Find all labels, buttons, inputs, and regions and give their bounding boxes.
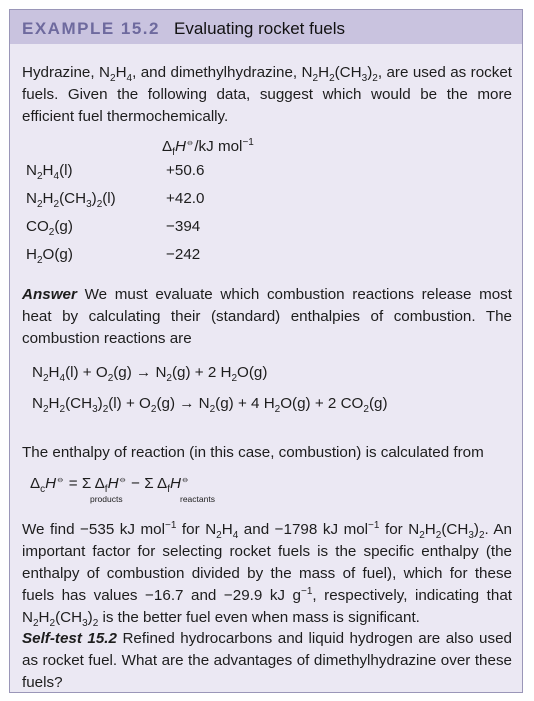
answer-paragraph	[22, 284, 512, 350]
formula-products-label: products	[90, 494, 123, 504]
enthalpy-sentence: The enthalpy of reaction (in this case, combustion) is calculated from	[22, 444, 484, 461]
table-species: $N_2H_4(l)$	[26, 162, 73, 183]
table-value: +42.0	[166, 190, 205, 207]
intro-paragraph: Hydrazine, $N_2H_4$, and dimethylhydrazine, $N_2H_2(CH_3)_2$, are used as rocket fuels. Given the following data, suggest which would be the more efficient fuel thermochemically.	[22, 64, 513, 125]
example-box	[9, 9, 523, 693]
table-species: $H_2O(g)$	[26, 246, 73, 267]
reaction-equation: $N_2H_2(CH_3)_2(l) + O_2(g) \to N_2(g) + 4$ $H_2O(g) + 2$ $CO_2(g)$	[32, 395, 388, 416]
table-value: −394	[166, 218, 201, 235]
answer-label: Answer	[22, 286, 77, 303]
table-species: $N_2H_2(CH_3)_2(l)$	[26, 190, 116, 211]
table-value: −242	[166, 246, 201, 263]
reaction-equation: $N_2H_4(l) + O_2(g) \to N_2(g) + 2$ $H_2O(g)$	[32, 364, 268, 385]
answer-text: We must evaluate which combustion reactions release most heat by calculating their (standard) enthalpies of combustion. The combustion reactions are	[22, 286, 512, 347]
example-header	[10, 10, 522, 44]
self-test-label: Self-test 15.2	[22, 630, 117, 647]
example-label: EXAMPLE 15.2	[22, 19, 160, 38]
formula-reactants-label: reactants	[180, 494, 215, 504]
table-column-header: $\Delta_fH^⦵/kJ$ mol$^{-1}$	[162, 136, 254, 159]
self-test-paragraph	[22, 628, 512, 694]
conclusion-paragraph: We find −535 kJ mol$^{-1}$ for $N_2H_4$ and −1798 kJ mol$^{-1}$ for $N_2H_2(CH_3)_2$. An important factor for selecting rocket fuels is the specific enthalpy (the enthalpy of combustion divided by the mass of fuel), which for these fuels has values −16.7 and −29.9 kJ $g^{-1}$, respectively, indicating that $N_2H_2(CH_3)_2$ is the better fuel even when mass is significant.	[22, 519, 512, 630]
enthalpy-formula: $\Delta_cH^⦵ = \Sigma$ $\Delta_fH^⦵ - \Sigma$ $\Delta_fH^⦵$	[30, 473, 190, 496]
table-species: $CO_2(g)$	[26, 218, 73, 239]
table-value: +50.6	[166, 162, 205, 179]
example-title: Evaluating rocket fuels	[174, 19, 346, 38]
self-test-text: Refined hydrocarbons and liquid hydrogen are also used as rocket fuel. What are the advantages of dimethylhydrazine over these fuels?	[22, 630, 512, 691]
